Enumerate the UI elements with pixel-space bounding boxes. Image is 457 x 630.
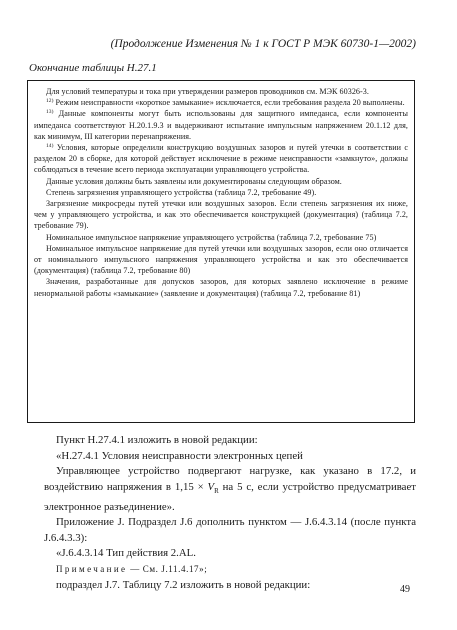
note-label: Примечание — [56, 563, 128, 574]
footnote-marker: 13) — [46, 109, 54, 116]
amendment-text — [44, 433, 416, 593]
footnote-13 — [34, 108, 408, 142]
footnote-paragraph: Для условий температуры и тока при утверждении размеров проводников см. МЭК 60326-3. — [46, 87, 369, 96]
footnote-paragraph: Загрязнение микросреды путей утечки или воздушных зазоров. Если степень загрязнения их ниже, чем у управляющего устройства, и как это обеспечивается конструкцией (документация) (таблица 7.2, требование 79). — [34, 199, 408, 231]
footnote-text: Условия, которые определили конструкцию воздушных зазоров и путей утечки в соответствии с разделом 20 в сборке, для которой действует исключение в режиме неисправности «замкнуто», должны соблюдаться в течение всего периода эксплуатации управляющего устройства. — [34, 143, 408, 175]
body-paragraph: «J.6.4.3.14 Тип действия 2.AL. — [56, 547, 196, 560]
footnote-text: Режим неисправности «короткое замыкание» исключается, если требования раздела 20 выполнены. — [53, 98, 405, 108]
body-paragraph: подраздел J.7. Таблицу 7.2 изложить в новой редакции: — [56, 578, 311, 591]
running-header: (Продолжение Изменения № 1 к ГОСТ Р МЭК 60730-1—2002) — [110, 38, 416, 50]
text-run: Управляющее устройство подвергают нагрузке, как указано в 17.2, и воздействию напряжения в 1,15 × — [44, 465, 416, 493]
footnote-paragraph: Номинальное импульсное напряжение для путей утечки или воздушных зазоров, если оно отличается от номинального импульсного напряжения управляющего устройства и как это обеспечивается (документация) (таблица 7.2, требование 80) — [34, 243, 408, 276]
footnote-paragraph: Значения, разработанные для допусков зазоров, для которых заявлено исключение в режиме ненормальной работы «замыкание» (заявление и документация) (таблица 7.2, требование 81) — [34, 277, 408, 298]
footnote-12 — [34, 97, 408, 108]
footnote-text: Данные компоненты могут быть использованы для защитного импеданса, если компоненты импеданса соответствуют Н.20.1.9.3 и выдерживают испытание импульсным напряжением 20.1.12 для, как минимум, III категории перенапряжения. — [34, 109, 408, 141]
voltage-subscript: R — [214, 486, 219, 495]
footnote-14 — [34, 142, 408, 176]
note-line — [44, 562, 416, 578]
footnote-paragraph: Степень загрязнения управляющего устройства (таблица 7.2, требование 49). — [46, 187, 317, 197]
body-paragraph: Пункт Н.27.4.1 изложить в новой редакции: — [56, 434, 258, 446]
page-number: 49 — [400, 584, 410, 595]
footnote-paragraph: Номинальное импульсное напряжение управляющего устройства (таблица 7.2, требование 75) — [46, 232, 377, 242]
body-paragraph: «Н.27.4.1 Условия неисправности электронных цепей — [56, 449, 303, 462]
note-text: — См. J.11.4.17»; — [127, 563, 208, 574]
footnote-marker: 14) — [46, 143, 54, 150]
voltage-symbol: V — [207, 480, 215, 493]
text-run: на 5 с, если устройство предусматривает электронное разъединение». — [44, 480, 416, 513]
footnote-marker: 12) — [46, 98, 54, 105]
footnote-paragraph: Данные условия должны быть заявлены или документированы следующим образом. — [46, 176, 342, 186]
table-footnotes-box — [27, 80, 415, 423]
table-caption: Окончание таблицы Н.27.1 — [29, 62, 157, 74]
body-paragraph-voltage — [44, 464, 416, 515]
body-paragraph: Приложение J. Подраздел J.6 дополнить пунктом — J.6.4.3.14 (после пункта J.6.4.3.3): — [44, 516, 416, 544]
